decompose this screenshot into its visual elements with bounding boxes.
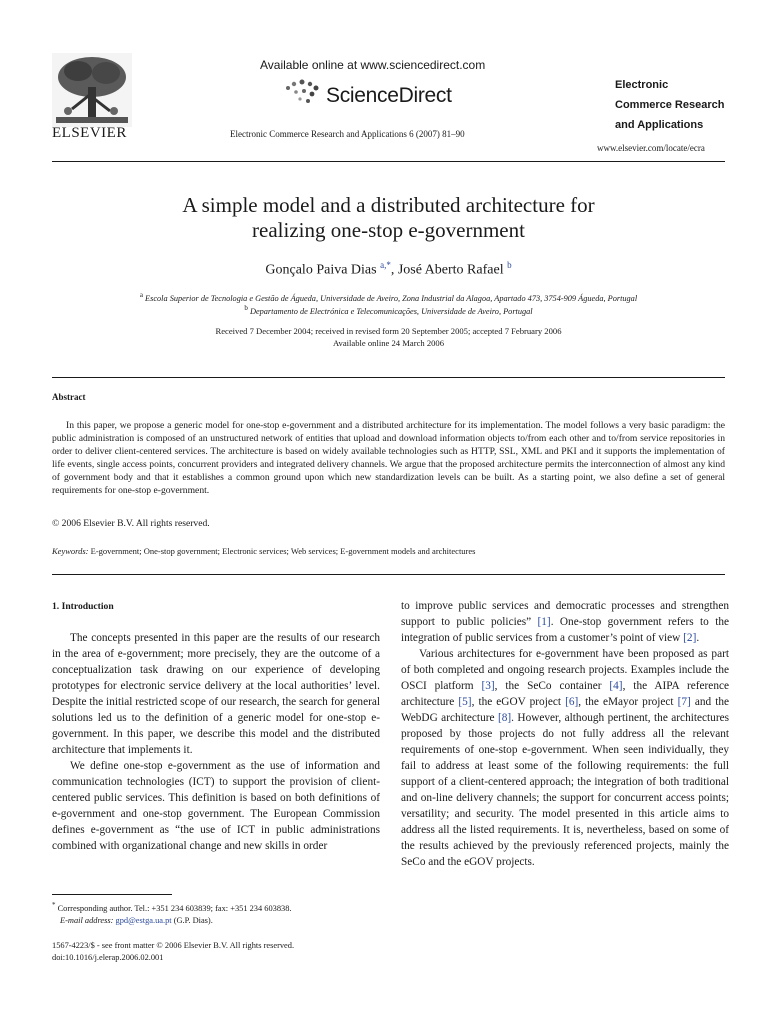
abstract-text: In this paper, we propose a generic model for one-stop e-government and a distributed architecture for its implementation. The model follows a very basic paradigm: the public administration is composed of an unstructured network of entities that upload and download information objects to/from each other and to/from service repositories in order to deliver client-centered services. The architecture is based on widely available technologies such as HTTP, SSL, XML and PKI and it supports the implementation of life events, single access points, concurrent providers and integrated delivery channels. We argue that the proposed architecture permits the interconnection of almost any kind of government body and that it establishes a common ground upon which new standardization levels can be built. As a starting point, we also define a set of general requirements for one-stop e-government. — [52, 420, 725, 497]
text-run: . — [696, 632, 700, 644]
keywords — [52, 546, 725, 556]
section-heading-introduction: 1. Introduction — [52, 601, 114, 612]
journal-title-line: Commerce Research — [615, 99, 725, 111]
doi-line: doi:10.1016/j.elerap.2006.02.001 — [52, 953, 164, 962]
author-name: Gonçalo Paiva Dias — [265, 262, 377, 278]
citation-link[interactable]: [1] — [537, 616, 551, 628]
author-name: José Aberto Rafael — [397, 262, 504, 278]
journal-title — [615, 75, 735, 135]
footnote — [52, 899, 392, 927]
affiliation-mark: b — [244, 304, 248, 312]
sciencedirect-dots-icon — [282, 78, 322, 106]
text-run: . However, although pertinent, the architectures proposed by those projects do not fully address all the relevant requirements of one-stop e-government. When seen individually, they fail to address at least some of the following requirements: the full support of a client-centered approach; the integration of both traditional and on-line delivery channels; the support for concurrent access points; versatility; and security. The model presented in this article aims to address all the listed requirements. It is, nevertheless, based on some of the results achieved by the previously referenced projects, mainly the SeCo and the eGOV projects. — [401, 712, 729, 868]
left-column — [52, 630, 380, 854]
author-separator: , — [390, 262, 398, 278]
text-run: , the AIPA reference architecture — [401, 680, 729, 708]
paragraph — [401, 598, 729, 646]
citation-link[interactable]: [6] — [565, 696, 579, 708]
text-run: . One-stop government refers to the integration of public services from a customer’s point of view — [401, 616, 729, 644]
text-run: , the eGOV project — [471, 696, 566, 708]
keywords-label: Keywords: — [52, 546, 89, 556]
abstract-top-divider — [52, 377, 725, 378]
footnote-mark: * — [52, 901, 56, 909]
header-divider — [52, 161, 725, 162]
corresponding-text: Corresponding author. Tel.: +351 234 603839; fax: +351 234 603838. — [57, 903, 292, 913]
title-line: A simple model and a distributed architecture for — [182, 193, 595, 217]
text-run: , the SeCo container — [494, 680, 610, 692]
elsevier-tree-logo — [52, 53, 132, 127]
right-column — [401, 598, 729, 870]
issn-line: 1567-4223/$ - see front matter © 2006 Elsevier B.V. All rights reserved. — [52, 941, 295, 950]
footnote-divider — [52, 894, 172, 895]
email-label: E-mail address: — [60, 915, 114, 925]
available-online-text: Available online at www.sciencedirect.com — [260, 58, 486, 72]
keywords-text: E-government; One-stop government; Electronic services; Web services; E-government models and architectures — [90, 546, 476, 556]
email-link[interactable]: gpd@estga.ua.pt — [115, 915, 172, 925]
article-title — [52, 193, 725, 243]
author-list — [52, 260, 725, 279]
title-line: realizing one-stop e-government — [252, 218, 525, 242]
paragraph: The concepts presented in this paper are the results of our research in the area of e-government; more precisely, they are the outcome of a conceptualization task drawing on our experience of developing prototypes for electronic service delivery at the local authorities’ level. Despite the initial restricted scope of our research, the search for general solutions led us to the definition of a generic model for one-stop e-government. In this paper, we describe this model and the distributed architecture that implements it. — [52, 632, 380, 756]
citation-link[interactable]: [3] — [481, 680, 495, 692]
abstract-copyright: © 2006 Elsevier B.V. All rights reserved. — [52, 518, 210, 529]
article-dates — [52, 325, 725, 349]
corresponding-author-note — [52, 899, 392, 915]
publisher-name: ELSEVIER — [52, 125, 127, 141]
citation-link[interactable]: [8] — [497, 712, 512, 724]
journal-citation: Electronic Commerce Research and Applications 6 (2007) 81–90 — [230, 129, 465, 139]
available-date: Available online 24 March 2006 — [332, 338, 445, 348]
text-run: to improve public services and democratic processes and strengthen support to public policies” — [401, 600, 729, 628]
journal-title-line: Electronic — [615, 79, 669, 91]
citation-link[interactable]: [5] — [458, 696, 472, 708]
email-line — [52, 915, 392, 927]
received-dates: Received 7 December 2004; received in revised form 20 September 2005; accepted 7 February 2006 — [215, 326, 562, 336]
citation-link[interactable]: [4] — [609, 680, 623, 692]
paragraph — [401, 646, 729, 870]
affiliation-text: Departamento de Electrónica e Telecomunicações, Universidade de Aveiro, Portugal — [249, 306, 533, 316]
email-suffix: (G.P. Dias). — [171, 915, 213, 925]
bottom-info — [52, 940, 294, 964]
journal-title-line: and Applications — [615, 119, 704, 131]
text-run: Various architectures for e-government have been proposed as part of both completed and ongoing research projects. Examples include the OSCI platform — [401, 648, 729, 692]
affiliation-a — [52, 291, 725, 303]
citation-link[interactable]: [2] — [683, 632, 697, 644]
author-affil-link[interactable]: b — [507, 260, 512, 270]
affiliation-text: Escola Superior de Tecnologia e Gestão de Águeda, Universidade de Aveiro, Zona Industrial da Alagoa, Apartado 473, 3754-909 Águeda, Portugal — [145, 293, 638, 303]
abstract-bottom-divider — [52, 574, 725, 575]
affiliation-b — [52, 304, 725, 316]
text-run: and the WebDG architecture — [401, 696, 730, 724]
author-affil-link[interactable]: a,* — [380, 260, 391, 270]
citation-link[interactable]: [7] — [677, 696, 691, 708]
journal-url-link[interactable]: www.elsevier.com/locate/ecra — [597, 143, 705, 153]
sciencedirect-wordmark: ScienceDirect — [326, 84, 452, 107]
abstract-heading: Abstract — [52, 392, 86, 402]
text-run: , the eMayor project — [578, 696, 678, 708]
affiliation-mark: a — [139, 291, 143, 299]
paragraph: We define one-stop e-government as the use of information and communication technologies (ICT) to support the provision of client-centered public services. This definition is based on both definitions of e-government and one-stop government. The European Commission defines e-government as “the use of ICT in public administrations combined with organizational change and new skills in order — [52, 760, 380, 852]
